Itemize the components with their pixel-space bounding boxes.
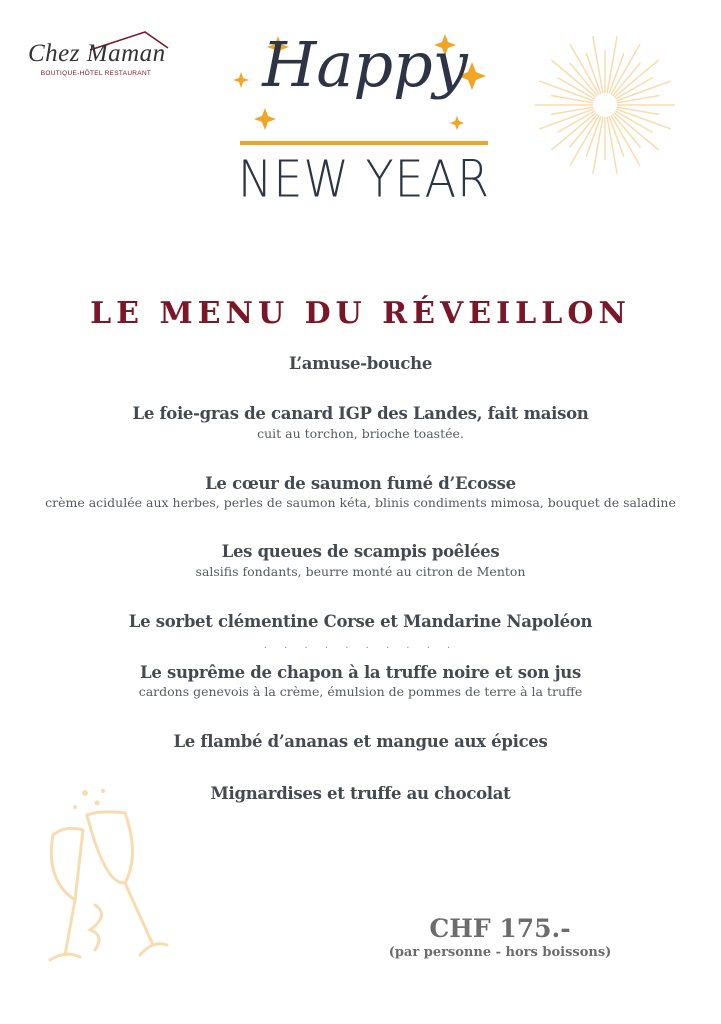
logo-name: Chez Maman: [28, 40, 166, 67]
menu-title: LE MENU DU RÉVEILLON: [90, 296, 631, 331]
menu-item-name: Le foie-gras de canard IGP des Landes, fait maison: [132, 404, 589, 423]
new-year-heading: NEW YEAR: [237, 149, 491, 209]
menu-item-name: Mignardises et truffe au chocolat: [210, 784, 511, 803]
separator-dots: . . . . . . . . . .: [263, 640, 458, 651]
menu-item-desc: salsifis fondants, beurre monté au citron de Menton: [195, 564, 526, 579]
happy-script: Happy: [262, 28, 468, 101]
menu-item-desc: crème acidulée aux herbes, perles de saumon kéta, blinis condiments mimosa, bouquet de saladine: [45, 495, 676, 510]
champagne-glasses-icon: [25, 785, 175, 975]
gold-divider: [240, 141, 488, 145]
menu-item-name: Le flambé d’ananas et mangue aux épices: [173, 732, 548, 751]
logo-subtitle: BOUTIQUE-HÔTEL RESTAURANT: [40, 70, 152, 77]
firework-icon: [530, 30, 680, 180]
price-amount: CHF 175.-: [429, 914, 571, 943]
menu-item-name: Le sorbet clémentine Corse et Mandarine Napoléon: [128, 612, 593, 631]
menu-item-name: Le suprême de chapon à la truffe noire et son jus: [140, 663, 581, 682]
menu-item-name: L’amuse-bouche: [288, 354, 433, 373]
menu-item-name: Le cœur de saumon fumé d’Ecosse: [205, 474, 516, 493]
menu-item-desc: cuit au torchon, brioche toastée.: [257, 426, 464, 441]
menu-item-name: Les queues de scampis poêlées: [221, 542, 500, 561]
price-note: (par personne - hors boissons): [388, 945, 612, 960]
menu-item-desc: cardons genevois à la crème, émulsion de pommes de terre à la truffe: [138, 684, 583, 699]
